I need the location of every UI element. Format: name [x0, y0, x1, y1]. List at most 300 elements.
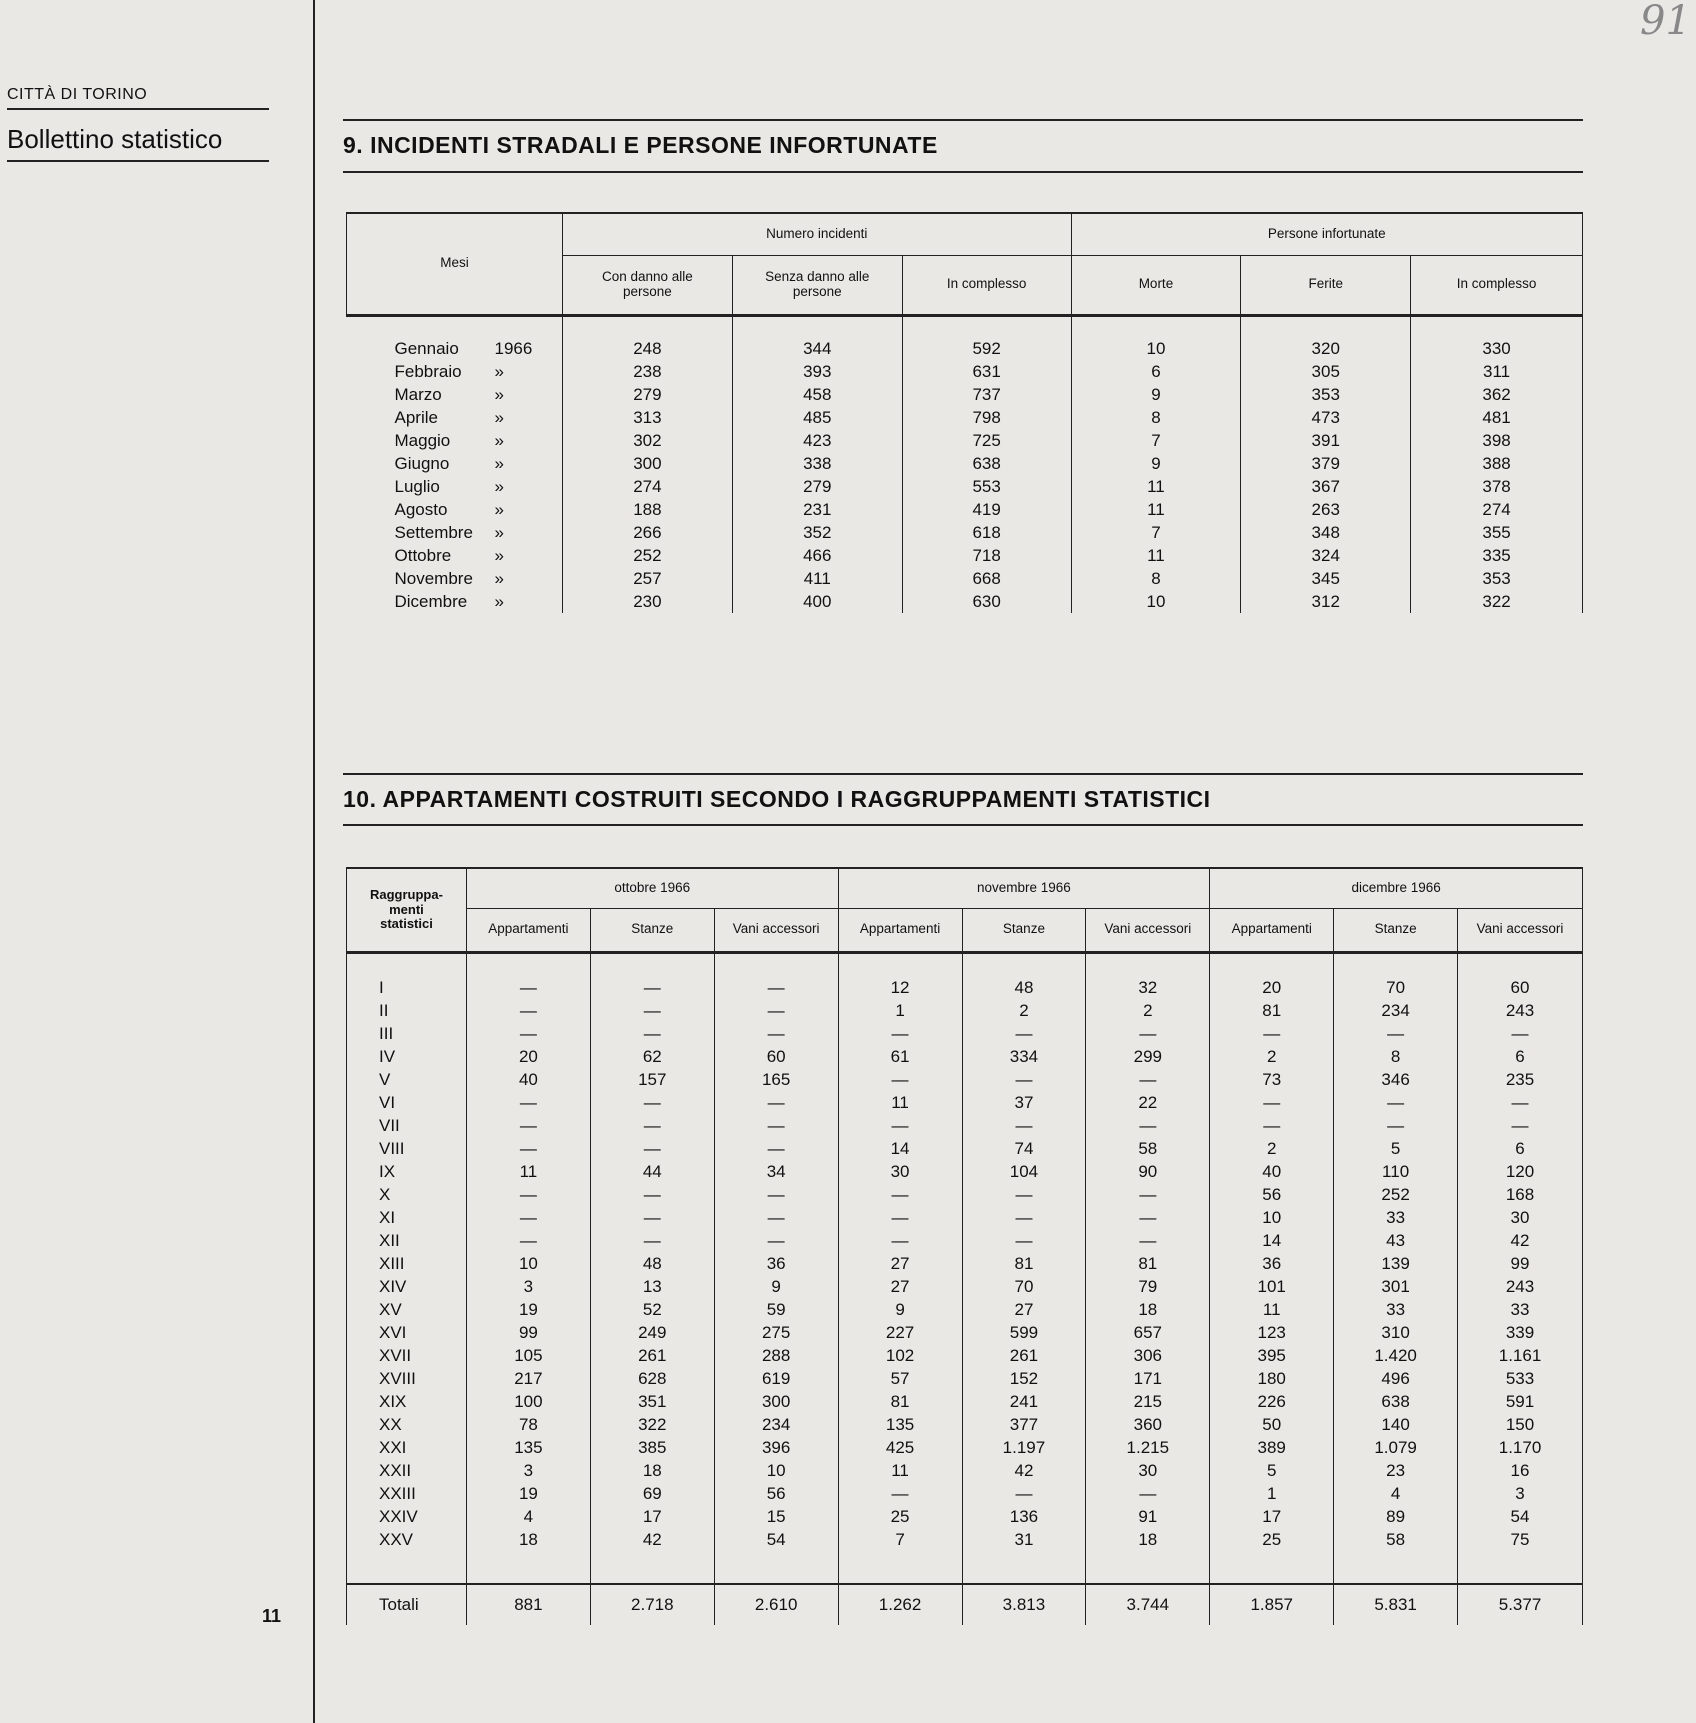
month-name: Marzo [394, 384, 442, 404]
cell-value: 75 [1458, 1528, 1583, 1551]
divider [343, 119, 1583, 121]
group-label: III [347, 1022, 467, 1045]
table1-title: 9. INCIDENTI STRADALI E PERSONE INFORTUNATE [343, 132, 938, 158]
group-label: XXI [347, 1436, 467, 1459]
month-name: Agosto [394, 499, 448, 519]
cell-value: 1.215 [1086, 1436, 1210, 1459]
cell-value: — [962, 1229, 1086, 1252]
cell-value: 9 [838, 1298, 962, 1321]
cell-value: 12 [838, 976, 962, 999]
header-ferite: Ferite [1241, 255, 1411, 315]
header-appartamenti: Appartamenti [466, 908, 590, 952]
cell-tot: 618 [902, 521, 1071, 544]
table-row [347, 1528, 1583, 1551]
cell-value: 25 [1210, 1528, 1334, 1551]
cell-value: 25 [838, 1505, 962, 1528]
cell-value: — [1458, 1022, 1583, 1045]
cell-value: — [466, 1114, 590, 1137]
cell-value: 227 [838, 1321, 962, 1344]
year-value: » [494, 384, 504, 404]
cell-value: 81 [1086, 1252, 1210, 1275]
cell-value: 591 [1458, 1390, 1583, 1413]
page-number: 11 [262, 1606, 282, 1626]
header-stanze: Stanze [590, 908, 714, 952]
year-value: » [494, 499, 504, 519]
cell-value: 102 [838, 1344, 962, 1367]
cell-value: 395 [1210, 1344, 1334, 1367]
header-senza-danno: Senza danno alle persone [732, 255, 902, 315]
cell-tot: 630 [902, 590, 1071, 613]
cell-value: — [714, 999, 838, 1022]
table-row [347, 1321, 1583, 1344]
cell-value: 1 [1210, 1482, 1334, 1505]
group-label: VII [347, 1114, 467, 1137]
cell-value: 44 [590, 1160, 714, 1183]
total-value: 2.718 [590, 1584, 714, 1625]
cell-tot: 718 [902, 544, 1071, 567]
cell-morte: 8 [1071, 567, 1241, 590]
cell-value: — [590, 1114, 714, 1137]
cell-senza: 411 [732, 567, 902, 590]
cell-value: 18 [1086, 1528, 1210, 1551]
cell-totp: 398 [1411, 429, 1583, 452]
cell-value: — [1210, 1022, 1334, 1045]
cell-value: — [838, 1068, 962, 1091]
year-value: 1966 [494, 338, 533, 358]
month-name: Gennaio [394, 338, 459, 358]
cell-value: — [1086, 1206, 1210, 1229]
table-row [347, 1298, 1583, 1321]
cell-value: 18 [590, 1459, 714, 1482]
cell-ferite: 353 [1241, 383, 1411, 406]
totals-row [347, 1584, 1583, 1625]
cell-value: 377 [962, 1413, 1086, 1436]
cell-con: 279 [562, 383, 732, 406]
cell-value: 32 [1086, 976, 1210, 999]
month-cell [347, 475, 563, 498]
cell-value: 346 [1334, 1068, 1458, 1091]
cell-value: 27 [962, 1298, 1086, 1321]
cell-value: 1.420 [1334, 1344, 1458, 1367]
cell-value: 56 [1210, 1183, 1334, 1206]
total-value: 2.610 [714, 1584, 838, 1625]
cell-value: 234 [1334, 999, 1458, 1022]
cell-value: — [962, 1114, 1086, 1137]
group-label: XXIV [347, 1505, 467, 1528]
cell-value: 110 [1334, 1160, 1458, 1183]
cell-totp: 335 [1411, 544, 1583, 567]
group-label: XVII [347, 1344, 467, 1367]
year-value: » [494, 361, 504, 381]
month-cell [347, 521, 563, 544]
cell-morte: 9 [1071, 383, 1241, 406]
group-label: I [347, 976, 467, 999]
total-value: 5.377 [1458, 1584, 1583, 1625]
table-row [347, 1068, 1583, 1091]
header-appartamenti: Appartamenti [838, 908, 962, 952]
header-numero-incidenti: Numero incidenti [562, 213, 1071, 255]
header-in-complesso-incidenti: In complesso [902, 255, 1071, 315]
group-label: XIX [347, 1390, 467, 1413]
cell-totp: 274 [1411, 498, 1583, 521]
cell-con: 238 [562, 360, 732, 383]
cell-value: — [1458, 1091, 1583, 1114]
cell-tot: 419 [902, 498, 1071, 521]
divider [7, 160, 269, 162]
cell-value: 74 [962, 1137, 1086, 1160]
cell-tot: 798 [902, 406, 1071, 429]
table-row [347, 1045, 1583, 1068]
cell-value: 17 [1210, 1505, 1334, 1528]
cell-value: — [590, 999, 714, 1022]
month-cell [347, 337, 563, 360]
cell-value: 136 [962, 1505, 1086, 1528]
cell-ferite: 391 [1241, 429, 1411, 452]
cell-value: — [1086, 1022, 1210, 1045]
cell-value: 27 [838, 1252, 962, 1275]
cell-value: 33 [1334, 1298, 1458, 1321]
cell-totp: 362 [1411, 383, 1583, 406]
group-label: XVI [347, 1321, 467, 1344]
cell-senza: 279 [732, 475, 902, 498]
cell-ferite: 345 [1241, 567, 1411, 590]
cell-value: 300 [714, 1390, 838, 1413]
total-value: 3.813 [962, 1584, 1086, 1625]
cell-con: 274 [562, 475, 732, 498]
cell-value: — [714, 1183, 838, 1206]
cell-con: 252 [562, 544, 732, 567]
cell-value: 4 [466, 1505, 590, 1528]
table-row [347, 452, 1583, 475]
cell-value: 20 [466, 1045, 590, 1068]
cell-value: 58 [1334, 1528, 1458, 1551]
cell-value: — [590, 1022, 714, 1045]
cell-ferite: 324 [1241, 544, 1411, 567]
cell-value: 1.161 [1458, 1344, 1583, 1367]
table-row [347, 1229, 1583, 1252]
cell-value: 120 [1458, 1160, 1583, 1183]
cell-value: 30 [1086, 1459, 1210, 1482]
cell-value: 17 [590, 1505, 714, 1528]
cell-value: — [1086, 1114, 1210, 1137]
cell-value: — [714, 1229, 838, 1252]
cell-totp: 353 [1411, 567, 1583, 590]
cell-value: — [838, 1022, 962, 1045]
cell-value: 33 [1334, 1206, 1458, 1229]
cell-value: 6 [1458, 1045, 1583, 1068]
cell-value: 22 [1086, 1091, 1210, 1114]
month-cell [347, 498, 563, 521]
cell-senza: 338 [732, 452, 902, 475]
cell-value: 99 [466, 1321, 590, 1344]
cell-value: 1 [838, 999, 962, 1022]
cell-value: — [1334, 1114, 1458, 1137]
cell-value: — [1086, 1068, 1210, 1091]
month-name: Settembre [394, 522, 473, 542]
cell-value: 62 [590, 1045, 714, 1068]
cell-value: 10 [466, 1252, 590, 1275]
cell-value: 42 [1458, 1229, 1583, 1252]
group-label: XV [347, 1298, 467, 1321]
cell-value: 18 [1086, 1298, 1210, 1321]
cell-morte: 9 [1071, 452, 1241, 475]
cell-value: 3 [1458, 1482, 1583, 1505]
cell-senza: 393 [732, 360, 902, 383]
cell-totp: 355 [1411, 521, 1583, 544]
cell-value: — [838, 1229, 962, 1252]
divider [7, 108, 269, 110]
cell-value: — [838, 1482, 962, 1505]
cell-value: 19 [466, 1298, 590, 1321]
cell-senza: 423 [732, 429, 902, 452]
cell-tot: 638 [902, 452, 1071, 475]
year-value: » [494, 407, 504, 427]
cell-ferite: 305 [1241, 360, 1411, 383]
cell-tot: 737 [902, 383, 1071, 406]
cell-value: 1.079 [1334, 1436, 1458, 1459]
cell-value: 334 [962, 1045, 1086, 1068]
cell-value: 54 [1458, 1505, 1583, 1528]
cell-value: 99 [1458, 1252, 1583, 1275]
cell-value: 140 [1334, 1413, 1458, 1436]
cell-value: — [1086, 1183, 1210, 1206]
group-label: XI [347, 1206, 467, 1229]
table-row [347, 1344, 1583, 1367]
month-cell [347, 567, 563, 590]
month-cell [347, 452, 563, 475]
cell-value: 78 [466, 1413, 590, 1436]
cell-tot: 668 [902, 567, 1071, 590]
cell-value: 11 [1210, 1298, 1334, 1321]
cell-value: — [466, 1206, 590, 1229]
cell-value: — [590, 976, 714, 999]
cell-value: 135 [466, 1436, 590, 1459]
spacer-cell [347, 1551, 467, 1584]
apartments-table [346, 867, 1583, 1625]
spacer-cell [590, 1551, 714, 1584]
cell-value: — [1334, 1022, 1458, 1045]
cell-value: 243 [1458, 999, 1583, 1022]
cell-value: 3 [466, 1275, 590, 1298]
cell-value: 657 [1086, 1321, 1210, 1344]
cell-value: 5 [1210, 1459, 1334, 1482]
cell-value: 48 [590, 1252, 714, 1275]
cell-value: 339 [1458, 1321, 1583, 1344]
divider [343, 773, 1583, 775]
cell-value: 2 [1210, 1137, 1334, 1160]
month-name: Ottobre [394, 545, 452, 565]
cell-value: — [1210, 1091, 1334, 1114]
cell-value: 171 [1086, 1367, 1210, 1390]
cell-value: 217 [466, 1367, 590, 1390]
cell-value: 1.197 [962, 1436, 1086, 1459]
cell-value: — [962, 1068, 1086, 1091]
cell-value: 14 [1210, 1229, 1334, 1252]
cell-value: 79 [1086, 1275, 1210, 1298]
cell-senza: 352 [732, 521, 902, 544]
cell-value: 90 [1086, 1160, 1210, 1183]
table-row [347, 999, 1583, 1022]
cell-con: 257 [562, 567, 732, 590]
table-row [347, 429, 1583, 452]
table-row [347, 1206, 1583, 1229]
cell-tot: 631 [902, 360, 1071, 383]
spacer-cell [1334, 1551, 1458, 1584]
cell-value: 34 [714, 1160, 838, 1183]
table-row [347, 1114, 1583, 1137]
cell-value: 60 [714, 1045, 838, 1068]
cell-value: 2 [1210, 1045, 1334, 1068]
header-stanze: Stanze [962, 908, 1086, 952]
cell-value: — [838, 1114, 962, 1137]
cell-value: 15 [714, 1505, 838, 1528]
cell-value: — [590, 1229, 714, 1252]
cell-value: — [590, 1183, 714, 1206]
total-value: 1.262 [838, 1584, 962, 1625]
cell-value: 36 [1210, 1252, 1334, 1275]
year-value: » [494, 568, 504, 588]
table-row [347, 1275, 1583, 1298]
cell-value: 18 [466, 1528, 590, 1551]
table-row [347, 544, 1583, 567]
cell-value: 30 [838, 1160, 962, 1183]
cell-morte: 6 [1071, 360, 1241, 383]
cell-ferite: 348 [1241, 521, 1411, 544]
cell-value: 165 [714, 1068, 838, 1091]
table-row [347, 1459, 1583, 1482]
month-name: Luglio [394, 476, 440, 496]
cell-value: 322 [590, 1413, 714, 1436]
cell-value: 9 [714, 1275, 838, 1298]
cell-value: 105 [466, 1344, 590, 1367]
city-name: CITTÀ DI TORINO [7, 86, 148, 103]
cell-value: — [590, 1137, 714, 1160]
accidents-table [346, 212, 1583, 613]
cell-value: 385 [590, 1436, 714, 1459]
month-cell [347, 406, 563, 429]
group-label: XXV [347, 1528, 467, 1551]
cell-value: — [962, 1482, 1086, 1505]
group-label: XIV [347, 1275, 467, 1298]
cell-value: 70 [1334, 976, 1458, 999]
table-row [347, 383, 1583, 406]
table-row [347, 360, 1583, 383]
cell-value: 496 [1334, 1367, 1458, 1390]
cell-morte: 11 [1071, 475, 1241, 498]
group-label: XXIII [347, 1482, 467, 1505]
group-label: II [347, 999, 467, 1022]
month-name: Novembre [394, 568, 473, 588]
cell-value: 310 [1334, 1321, 1458, 1344]
header-mesi: Mesi [347, 213, 563, 315]
cell-value: 60 [1458, 976, 1583, 999]
cell-ferite: 263 [1241, 498, 1411, 521]
total-value: 5.831 [1334, 1584, 1458, 1625]
cell-value: 11 [466, 1160, 590, 1183]
cell-value: — [466, 1022, 590, 1045]
cell-value: 533 [1458, 1367, 1583, 1390]
table-row [347, 1367, 1583, 1390]
cell-value: — [714, 1206, 838, 1229]
spacer-cell [1086, 1551, 1210, 1584]
bulletin-title: Bollettino statistico [7, 124, 223, 154]
cell-value: 389 [1210, 1436, 1334, 1459]
cell-value: 261 [590, 1344, 714, 1367]
month-name: Giugno [394, 453, 450, 473]
sidebar [0, 0, 315, 1723]
group-label: XXII [347, 1459, 467, 1482]
cell-value: 215 [1086, 1390, 1210, 1413]
cell-value: 4 [1334, 1482, 1458, 1505]
month-name: Dicembre [394, 591, 468, 611]
cell-value: 599 [962, 1321, 1086, 1344]
cell-value: — [714, 1114, 838, 1137]
cell-value: 36 [714, 1252, 838, 1275]
cell-value: 11 [838, 1459, 962, 1482]
total-value: 3.744 [1086, 1584, 1210, 1625]
cell-value: — [838, 1206, 962, 1229]
cell-value: 275 [714, 1321, 838, 1344]
cell-value: 135 [838, 1413, 962, 1436]
cell-con: 313 [562, 406, 732, 429]
cell-totp: 322 [1411, 590, 1583, 613]
cell-value: 27 [838, 1275, 962, 1298]
cell-morte: 7 [1071, 521, 1241, 544]
spacer-cell [1458, 1551, 1583, 1584]
cell-morte: 11 [1071, 544, 1241, 567]
cell-value: 150 [1458, 1413, 1583, 1436]
cell-value: 42 [590, 1528, 714, 1551]
table-row [347, 1482, 1583, 1505]
cell-value: 33 [1458, 1298, 1583, 1321]
header-con-danno: Con danno alle persone [562, 255, 732, 315]
group-label: IX [347, 1160, 467, 1183]
cell-value: — [714, 976, 838, 999]
header-vani: Vani accessori [714, 908, 838, 952]
cell-value: — [1210, 1114, 1334, 1137]
cell-value: 30 [1458, 1206, 1583, 1229]
cell-value: 57 [838, 1367, 962, 1390]
table-row [347, 590, 1583, 613]
month-cell [347, 590, 563, 613]
group-label: VIII [347, 1137, 467, 1160]
cell-con: 266 [562, 521, 732, 544]
cell-value: 13 [590, 1275, 714, 1298]
spacer-cell [962, 1551, 1086, 1584]
table-row [347, 337, 1583, 360]
cell-value: 10 [1210, 1206, 1334, 1229]
cell-value: 104 [962, 1160, 1086, 1183]
cell-value: 168 [1458, 1183, 1583, 1206]
header-appartamenti: Appartamenti [1210, 908, 1334, 952]
cell-value: 81 [962, 1252, 1086, 1275]
table-row [347, 1390, 1583, 1413]
header-morte: Morte [1071, 255, 1241, 315]
cell-value: 42 [962, 1459, 1086, 1482]
cell-con: 230 [562, 590, 732, 613]
cell-value: 139 [1334, 1252, 1458, 1275]
cell-value: — [590, 1206, 714, 1229]
cell-value: 241 [962, 1390, 1086, 1413]
cell-morte: 8 [1071, 406, 1241, 429]
cell-value: 37 [962, 1091, 1086, 1114]
cell-value: 288 [714, 1344, 838, 1367]
cell-value: 19 [466, 1482, 590, 1505]
cell-value: 396 [714, 1436, 838, 1459]
year-value: » [494, 591, 504, 611]
header-dicembre: dicembre 1966 [1210, 868, 1583, 908]
cell-value: — [838, 1183, 962, 1206]
